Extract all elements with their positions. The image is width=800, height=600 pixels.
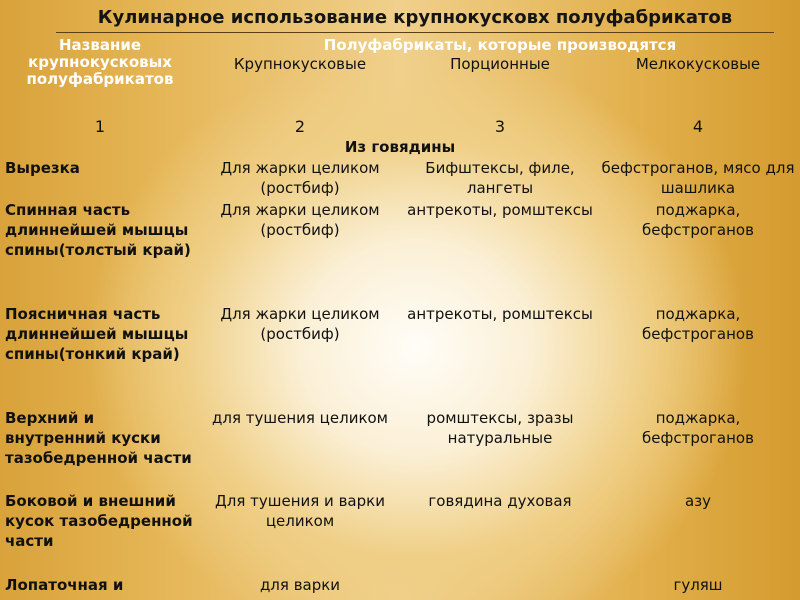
header-sub-small: Мелкокусковые [635, 55, 761, 73]
column-number-3: 3 [494, 117, 506, 136]
row-4-portion: ромштексы, зразы натуральные [426, 409, 574, 447]
row-5-name: Боковой и внешний кусок тазобедренной части [5, 492, 193, 550]
row-5-large: Для тушения и варки целиком [215, 492, 385, 530]
row-4-small: поджарка, бефстроганов [642, 409, 754, 447]
header-name-column: Название крупнокусковых полуфабрикатов [26, 36, 174, 88]
row-2-large: Для жарки целиком (ростбиф) [220, 201, 380, 239]
row-4-large: для тушения целиком [212, 409, 388, 427]
row-2-portion: антрекоты, ромштексы [407, 201, 593, 219]
row-4-name: Верхний и внутренний куски тазобедренной части [5, 409, 192, 467]
row-2-name: Спинная часть длиннейшей мышцы спины(толстый край) [5, 201, 191, 259]
row-1-portion: Бифштексы, филе, лангеты [425, 159, 575, 197]
column-number-1: 1 [94, 117, 106, 136]
row-3-portion: антрекоты, ромштексы [407, 305, 593, 323]
row-6-small: гуляш [673, 576, 723, 594]
column-number-4: 4 [692, 117, 704, 136]
header-group: Полуфабрикаты, которые производятся [323, 36, 677, 54]
section-beef: Из говядины [344, 138, 456, 156]
header-sub-portion: Порционные [450, 55, 550, 73]
row-6-name: Лопаточная и [5, 576, 124, 594]
slide-title: Кулинарное использование крупнокусковх полуфабрикатов [56, 6, 774, 33]
row-1-small: бефстроганов, мясо для шашлика [601, 159, 795, 197]
row-3-small: поджарка, бефстроганов [642, 305, 754, 343]
row-3-large: Для жарки целиком (ростбиф) [220, 305, 380, 343]
row-1-large: Для жарки целиком (ростбиф) [220, 159, 380, 197]
header-sub-large: Крупнокусковые [233, 55, 367, 73]
row-1-name: Вырезка [5, 159, 80, 177]
row-3-name: Поясничная часть длиннейшей мышцы спины(тонкий край) [5, 305, 189, 363]
row-6-large: для варки [259, 576, 341, 594]
column-number-2: 2 [294, 117, 306, 136]
row-5-portion: говядина духовая [428, 492, 572, 510]
row-2-small: поджарка, бефстроганов [642, 201, 754, 239]
row-5-small: азу [684, 492, 712, 510]
